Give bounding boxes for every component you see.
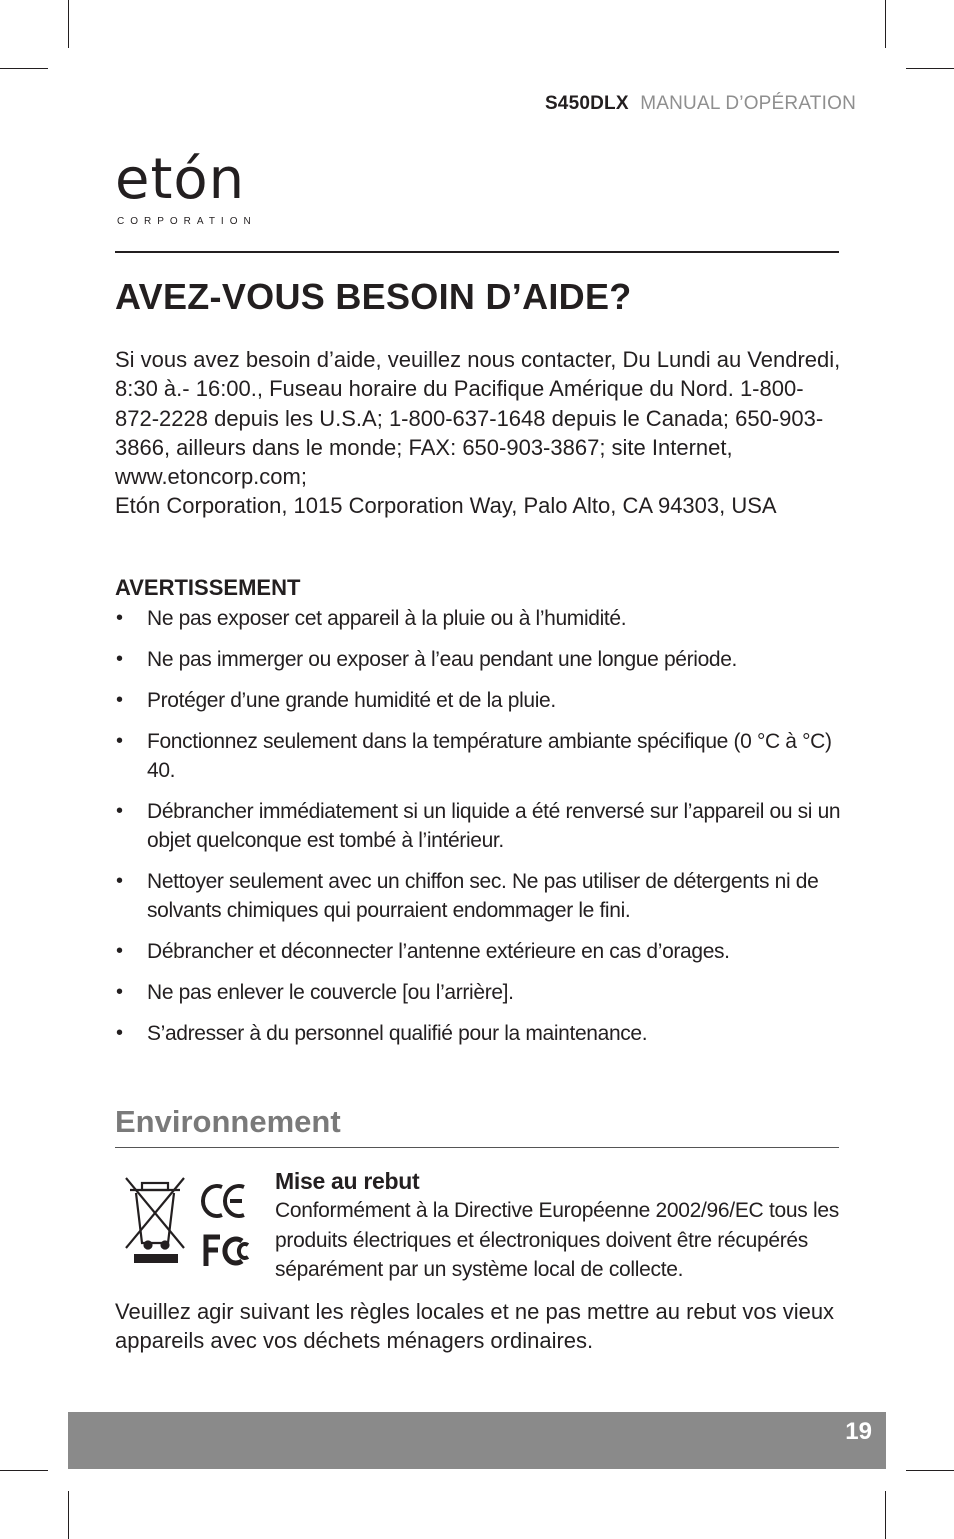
warning-list: [115, 604, 845, 1060]
list-item: [115, 604, 845, 633]
bullet: •: [116, 648, 123, 670]
page-number: 19: [845, 1418, 872, 1445]
page-title: AVEZ-VOUS BESOIN D’AIDE?: [115, 276, 632, 317]
list-item: [115, 867, 845, 925]
crop-mark: [906, 68, 954, 69]
address-line: Etón Corporation, 1015 Corporation Way, Palo Alto, CA 94303, USA: [115, 493, 777, 519]
manual-title: MANUAL D’OPÉRATION: [640, 93, 856, 114]
crop-mark: [68, 1491, 69, 1539]
list-item: [115, 797, 845, 855]
disposal-section: [275, 1166, 845, 1285]
list-item-text: Nettoyer seulement avec un chiffon sec. Ne pas utiliser de détergents ni de solvants chimiques qui pourraient endommager le fini.: [147, 870, 819, 922]
eton-logo: [115, 147, 257, 230]
bullet: •: [116, 607, 123, 629]
list-item-text: Fonctionnez seulement dans la température ambiante spécifique (0 °C à °C) 40.: [147, 730, 832, 782]
contact-paragraph: Si vous avez besoin d’aide, veuillez nous contacter, Du Lundi au Vendredi, 8:30 à.- 16:00., Fuseau horaire du Pacifique Amérique du Nord. 1-800-872-2228 depuis les U.S.A; 1-800-637-1648 depuis le Canada; 650-903-3866, ailleurs dans le monde; FAX: 650-903-3867; site Internet, www.etoncorp.com;: [115, 347, 841, 490]
list-item-text: Débrancher immédiatement si un liquide a été renversé sur l’appareil ou si un objet quelconque est tombé à l’intérieur.: [147, 800, 841, 852]
logo-wordmark: etón: [115, 147, 246, 212]
crossed-bin-icon: [126, 1178, 184, 1263]
list-item-text: Protéger d’une grande humidité et de la pluie.: [147, 689, 556, 712]
disposal-title: Mise au rebut: [275, 1168, 420, 1194]
list-item: [115, 978, 845, 1007]
bullet: •: [116, 1022, 123, 1044]
logo-subtitle: CORPORATION: [117, 216, 257, 227]
list-item-text: Ne pas immerger ou exposer à l’eau pendant une longue période.: [147, 648, 738, 671]
model-name: S450DLX: [544, 93, 629, 114]
bullet: •: [116, 689, 123, 711]
ce-mark-icon: [203, 1186, 244, 1216]
list-item-text: Ne pas exposer cet appareil à la pluie ou à l’humidité.: [147, 607, 627, 630]
compliance-icons: [120, 1175, 260, 1270]
list-item-text: S’adresser à du personnel qualifié pour la maintenance.: [147, 1022, 648, 1045]
bullet: •: [116, 730, 123, 752]
list-item: [115, 727, 845, 785]
header-divider: [115, 251, 839, 253]
warning-heading: AVERTISSEMENT: [115, 575, 301, 600]
list-item: [115, 937, 845, 966]
list-item: [115, 686, 845, 715]
bullet: •: [116, 940, 123, 962]
list-item-text: Ne pas enlever le couvercle [ou l’arrière].: [147, 981, 514, 1004]
bullet: •: [116, 800, 123, 822]
bullet: •: [116, 870, 123, 892]
closing-paragraph: Veuillez agir suivant les règles locales et ne pas mettre au rebut vos vieux appareils avec vos déchets ménagers ordinaires.: [115, 1299, 835, 1354]
crop-mark: [885, 1491, 886, 1539]
disposal-text: Conformément à la Directive Européenne 2002/96/EC tous les produits électriques et électroniques doivent être récupérés séparément par un système local de collecte.: [275, 1199, 839, 1281]
footer-bar: [68, 1412, 886, 1469]
crop-mark: [0, 1470, 48, 1471]
crop-mark: [68, 0, 69, 48]
list-item: [115, 645, 845, 674]
bullet: •: [116, 981, 123, 1003]
list-item: [115, 1019, 845, 1048]
contact-info: [115, 345, 845, 521]
crop-mark: [0, 68, 48, 69]
list-item-text: Débrancher et déconnecter l’antenne extérieure en cas d’orages.: [147, 940, 730, 963]
crop-mark: [906, 1470, 954, 1471]
fcc-mark-icon: [206, 1237, 248, 1266]
crop-mark: [885, 0, 886, 48]
environment-heading: Environnement: [115, 1104, 341, 1139]
running-header: [545, 93, 856, 115]
environment-divider: [115, 1147, 839, 1148]
